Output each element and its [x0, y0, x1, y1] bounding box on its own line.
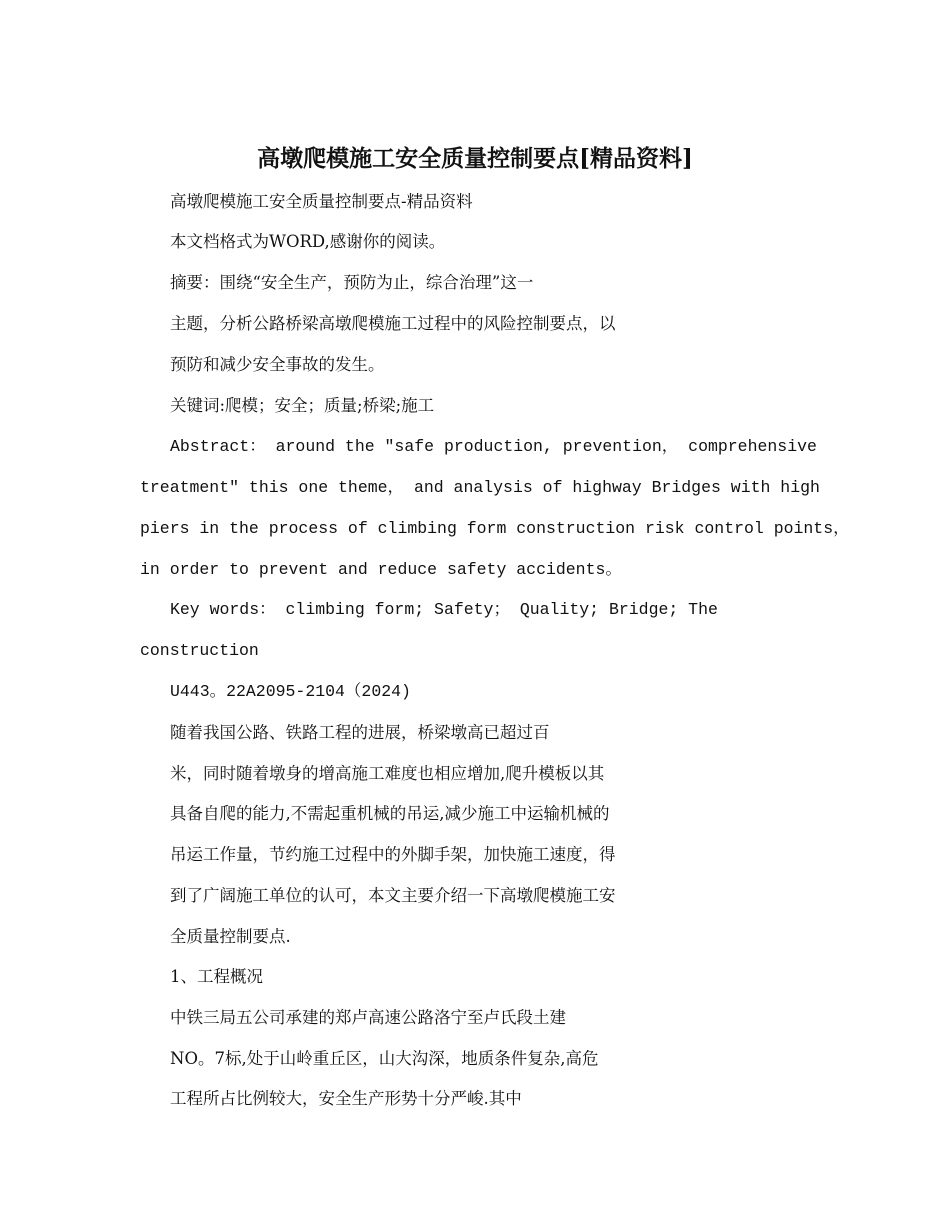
paragraph-line: 全质量控制要点. — [170, 927, 291, 946]
paragraph-line: 主题，分析公路桥梁高墩爬模施工过程中的风险控制要点，以 — [170, 314, 616, 333]
document-title: 高墩爬模施工安全质量控制要点[精品资料] — [257, 145, 693, 172]
key-words-line: Key words： climbing form; Safety； Quality; Bridge; The — [170, 600, 718, 619]
paragraph-line: 高墩爬模施工安全质量控制要点-精品资料 — [170, 192, 473, 211]
paragraph-line: 工程所占比例较大，安全生产形势十分严峻.其中 — [170, 1089, 522, 1108]
paragraph-line: 随着我国公路、铁路工程的进展，桥梁墩高已超过百 — [170, 723, 550, 742]
abstract-line: treatment" this one theme， and analysis of highway Bridges with high — [140, 478, 820, 497]
paragraph-line: 具备自爬的能力,不需起重机械的吊运,减少施工中运输机械的 — [170, 804, 610, 823]
abstract-line: piers in the process of climbing form construction risk control points， — [140, 519, 850, 538]
paragraph-line: 吊运工作量，节约施工过程中的外脚手架，加快施工速度，得 — [170, 845, 616, 864]
keywords-line: 关键词:爬模；安全；质量;桥梁;施工 — [170, 396, 435, 415]
paragraph-line: 摘要：围绕“安全生产，预防为止，综合治理”这一 — [170, 273, 534, 292]
classification-line: U443。22A2095-2104（2024) — [170, 682, 411, 701]
paragraph-line: 预防和减少安全事故的发生。 — [170, 355, 385, 374]
paragraph-line: NO。7标,处于山岭重丘区，山大沟深，地质条件复杂,高危 — [170, 1049, 599, 1068]
paragraph-line: 米，同时随着墩身的增高施工难度也相应增加,爬升模板以其 — [170, 764, 605, 783]
paragraph-line: 本文档格式为WORD,感谢你的阅读。 — [170, 232, 446, 251]
abstract-line: Abstract： around the "safe production, prevention， comprehensive — [170, 437, 817, 456]
paragraph-line: 中铁三局五公司承建的郑卢高速公路洛宁至卢氏段土建 — [170, 1008, 566, 1027]
key-words-line: construction — [140, 641, 259, 660]
paragraph-line: 到了广阔施工单位的认可，本文主要介绍一下高墩爬模施工安 — [170, 886, 616, 905]
abstract-line: in order to prevent and reduce safety accidents。 — [140, 560, 622, 579]
section-heading: 1、工程概况 — [170, 967, 263, 986]
